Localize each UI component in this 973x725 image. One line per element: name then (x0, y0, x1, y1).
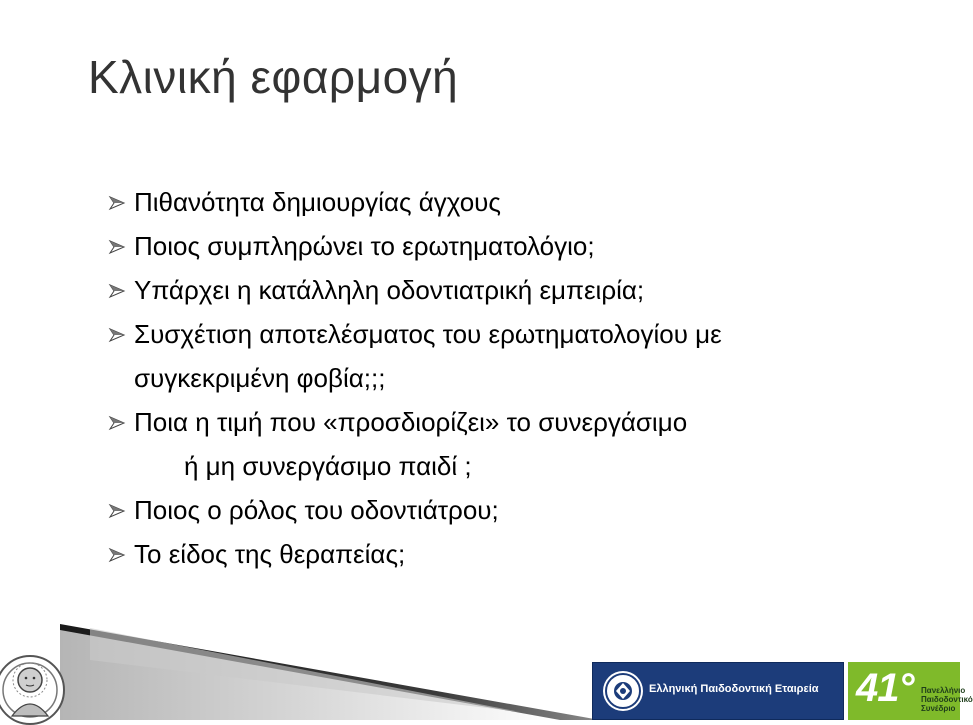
bullet-text: Υπάρχει η κατάλληλη οδοντιατρική εμπειρία; (134, 275, 645, 305)
bullet-item (108, 312, 868, 400)
congress-label-line: Συνέδριο (921, 704, 956, 713)
bullet-continuation-line: ή μη συνεργάσιμο παιδί ; (184, 451, 472, 481)
bullet-text-continued: συγκεκριμένη φοβία;;; (134, 363, 386, 393)
arrow-bullet-icon (108, 400, 126, 444)
bullet-text: Το είδος της θεραπείας; (134, 539, 406, 569)
congress-label-line: Πανελλήνιο (921, 686, 966, 695)
slide-title: Κλινική εφαρμογή (88, 51, 459, 103)
society-emblem-icon (601, 669, 645, 713)
bullet-list (108, 180, 868, 576)
university-seal-logo (0, 640, 74, 720)
bullet-item (108, 180, 868, 224)
bullet-item (108, 224, 868, 268)
bullet-text: Ποια η τιμή που «προσδιορίζει» το συνεργάσιμο (134, 407, 688, 437)
arrow-bullet-icon (108, 488, 126, 532)
bullet-text: Πιθανότητα δημιουργίας άγχους (134, 187, 501, 217)
bullet-item (108, 268, 868, 312)
bullet-text: Συσχέτιση αποτελέσματος του ερωτηματολογίου με (134, 319, 722, 349)
arrow-bullet-icon (108, 224, 126, 268)
congress-number: 41° (856, 666, 914, 710)
bullet-item (108, 532, 868, 576)
bullet-text: Ποιος συμπληρώνει το ερωτηματολόγιο; (134, 231, 595, 261)
bullet-item (108, 400, 868, 488)
arrow-bullet-icon (108, 268, 126, 312)
congress-label (921, 686, 973, 713)
arrow-bullet-icon (108, 312, 126, 356)
society-name: Ελληνική Παιδοδοντική Εταιρεία (649, 683, 819, 695)
congress-label-line: Παιδοδοντικό (921, 695, 973, 704)
bullet-item (108, 488, 868, 532)
society-logo (592, 662, 844, 720)
arrow-bullet-icon (108, 532, 126, 576)
congress-logo (848, 662, 973, 720)
bullet-text: Ποιος ο ρόλος του οδοντιάτρου; (134, 495, 499, 525)
arrow-bullet-icon (108, 180, 126, 224)
